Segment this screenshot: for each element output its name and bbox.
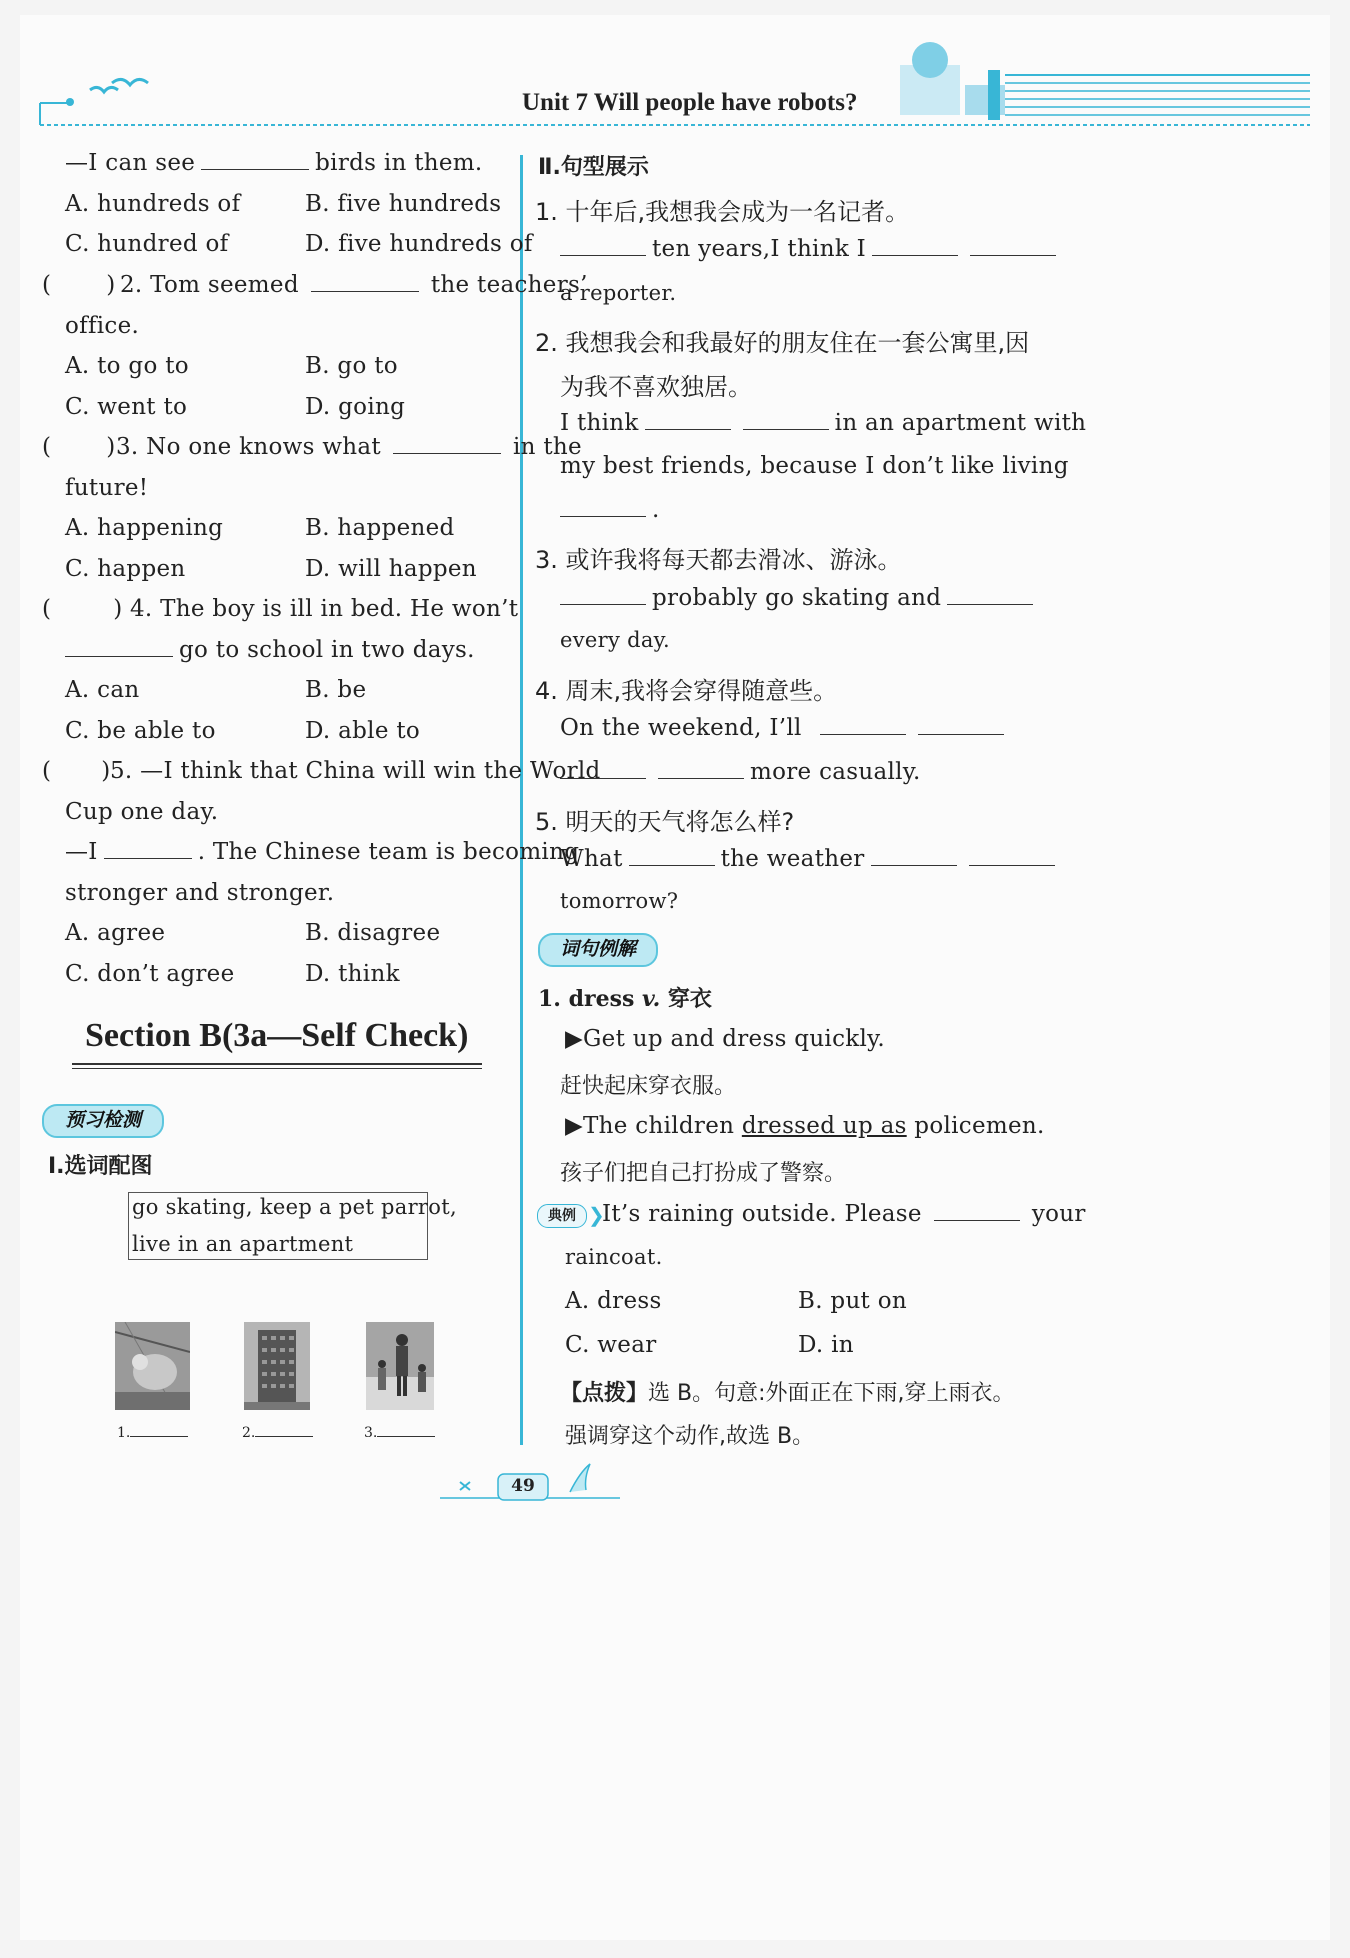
- q2-stem-line2: office.: [65, 313, 140, 339]
- word-box: [128, 1192, 457, 1260]
- s4-chinese: 4. 周末,我将会穿得随意些。: [535, 677, 838, 705]
- q4-option-d[interactable]: D. able to: [305, 718, 421, 744]
- dress-example-2-zh: 孩子们把自己打扮成了警察。: [560, 1161, 847, 1186]
- q2-stem: 2. Tom seemed the teachers’: [120, 272, 588, 298]
- example-tip-line2: 强调穿这个动作,故选 B。: [565, 1424, 815, 1449]
- q5-answer-paren[interactable]: ( ): [42, 758, 111, 784]
- q3-option-d[interactable]: D. will happen: [305, 556, 477, 582]
- word-box-line2: live in an apartment: [132, 1232, 354, 1256]
- dress-example-1-zh: 赶快起床穿衣服。: [560, 1074, 737, 1099]
- q5-option-d[interactable]: D. think: [305, 961, 400, 987]
- q5-option-b[interactable]: B. disagree: [305, 920, 441, 946]
- word-box-line1: go skating, keep a pet parrot,: [132, 1195, 457, 1219]
- q2-option-c[interactable]: C. went to: [65, 394, 188, 420]
- photo-label-3[interactable]: 3.: [364, 1425, 435, 1441]
- example-question-line2: raincoat.: [565, 1245, 663, 1269]
- q5-option-c[interactable]: C. don’t agree: [65, 961, 235, 987]
- s1-chinese: 1. 十年后,我想我会成为一名记者。: [535, 198, 910, 226]
- q4-stem-line2: go to school in two days.: [65, 637, 475, 663]
- q5-stem: 5. —I think that China will win the World: [110, 758, 601, 784]
- q1-option-b[interactable]: B. five hundreds: [305, 191, 502, 217]
- column-divider: [520, 155, 523, 1445]
- example-option-a[interactable]: A. dress: [565, 1288, 662, 1314]
- q4-option-c[interactable]: C. be able to: [65, 718, 216, 744]
- section-underline-2: [72, 1068, 482, 1069]
- s2-english-2: my best friends, because I don’t like living: [560, 453, 1069, 479]
- example-option-b[interactable]: B. put on: [798, 1288, 907, 1314]
- header-decoration: [20, 15, 1330, 140]
- s2-chinese-1: 2. 我想我会和我最好的朋友住在一套公寓里,因: [535, 329, 1030, 357]
- photo-label-1[interactable]: 1.: [117, 1425, 188, 1441]
- q5-option-a[interactable]: A. agree: [65, 920, 166, 946]
- s5-chinese: 5. 明天的天气将怎么样?: [535, 808, 795, 836]
- q2-option-a[interactable]: A. to go to: [65, 353, 189, 379]
- page: [20, 15, 1330, 1940]
- q1-option-c[interactable]: C. hundred of: [65, 231, 229, 257]
- parrot-photo: [115, 1322, 190, 1410]
- s3-english-end: every day.: [560, 628, 671, 652]
- q3-answer-paren[interactable]: ( ): [42, 434, 116, 460]
- s3-chinese: 3. 或许我将每天都去滑冰、游泳。: [535, 546, 902, 574]
- example-option-c[interactable]: C. wear: [565, 1332, 657, 1358]
- dress-heading: 1. dress v. 穿衣: [538, 986, 712, 1012]
- q3-stem: 3. No one knows what in the: [116, 434, 582, 460]
- example-question: It’s raining outside. Please your: [602, 1201, 1086, 1227]
- part2-title: Ⅱ.句型展示: [538, 155, 649, 180]
- q4-answer-paren[interactable]: ( ): [42, 596, 123, 622]
- preview-tag: 预习检测: [42, 1104, 164, 1138]
- s5-english: What the weather: [560, 846, 1061, 872]
- q4-stem: 4. The boy is ill in bed. He won’t: [130, 596, 519, 622]
- q4-option-a[interactable]: A. can: [65, 677, 140, 703]
- s2-english-1: I think in an apartment with: [560, 410, 1087, 436]
- example-option-d[interactable]: D. in: [798, 1332, 854, 1358]
- q2-answer-paren[interactable]: ( ): [42, 272, 116, 298]
- s4-english-1: On the weekend, I’ll: [560, 715, 1010, 741]
- example-badge: 典例: [537, 1204, 587, 1228]
- q3-stem-line2: future!: [65, 475, 149, 501]
- q5-stem-line3: —I . The Chinese team is becoming: [65, 839, 580, 865]
- unit-title: Unit 7 Will people have robots?: [522, 89, 858, 116]
- s1-english: ten years,I think I: [560, 236, 1062, 262]
- dress-example-2: ▶The children dressed up as policemen.: [565, 1113, 1045, 1139]
- q3-option-c[interactable]: C. happen: [65, 556, 186, 582]
- s2-chinese-2: 为我不喜欢独居。: [560, 373, 752, 401]
- s5-english-end: tomorrow?: [560, 889, 679, 913]
- arrow-icon: ▶: [565, 1026, 583, 1052]
- s3-english: probably go skating and: [560, 585, 1039, 611]
- s1-english-end: a reporter.: [560, 281, 677, 305]
- apartment-photo: [244, 1322, 310, 1410]
- s4-english-2: more casually.: [560, 759, 921, 785]
- word-examples-tag: 词句例解: [538, 933, 658, 967]
- example-arrow-icon: ❯: [588, 1203, 605, 1227]
- s2-english-3: .: [560, 497, 660, 523]
- q5-stem-line2: Cup one day.: [65, 799, 219, 825]
- photo-label-2[interactable]: 2.: [242, 1425, 313, 1441]
- q5-stem-line4: stronger and stronger.: [65, 880, 335, 906]
- arrow-icon: ▶: [565, 1113, 583, 1139]
- q2-option-b[interactable]: B. go to: [305, 353, 398, 379]
- q1-option-a[interactable]: A. hundreds of: [65, 191, 241, 217]
- section-underline-1: [72, 1063, 482, 1065]
- q1-tail: —I can see birds in them.: [65, 150, 483, 176]
- part1-title: Ⅰ.选词配图: [48, 1154, 153, 1179]
- q2-option-d[interactable]: D. going: [305, 394, 406, 420]
- q4-option-b[interactable]: B. be: [305, 677, 367, 703]
- dress-example-1: ▶Get up and dress quickly.: [565, 1026, 886, 1052]
- q3-option-b[interactable]: B. happened: [305, 515, 455, 541]
- skating-photo: [366, 1322, 434, 1410]
- q1-option-d[interactable]: D. five hundreds of: [305, 231, 533, 257]
- page-number: 49: [511, 1476, 535, 1496]
- q3-option-a[interactable]: A. happening: [65, 515, 224, 541]
- example-tip: 【点拨】选 B。句意:外面正在下雨,穿上雨衣。: [560, 1381, 1015, 1406]
- section-title: Section B(3a—Self Check): [85, 1017, 469, 1054]
